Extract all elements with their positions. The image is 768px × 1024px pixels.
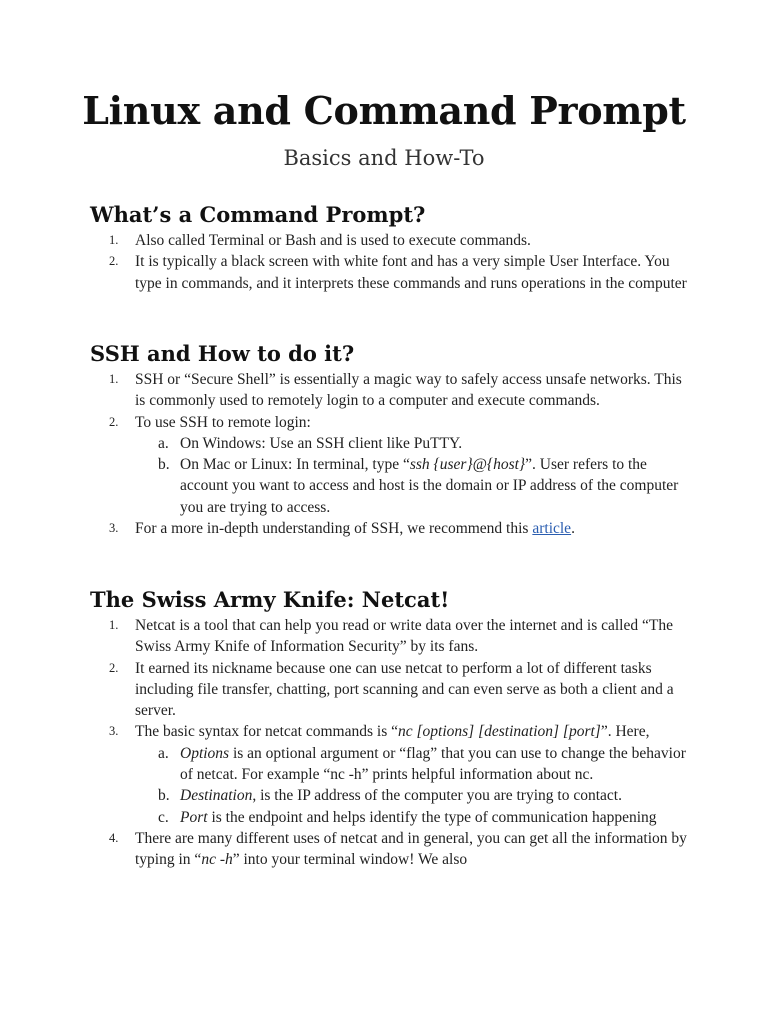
page-title: Linux and Command Prompt: [82, 88, 686, 133]
list-item: [90, 828, 690, 871]
list-item-text: SSH or “Secure Shell” is essentially a magic way to safely access unsafe networks. This is commonly used to remotely login to a computer and execute commands.: [135, 371, 682, 410]
list-item-text: Netcat is a tool that can help you read or write data over the internet and is called “The Swiss Army Knife of Information Security” by its fans.: [135, 617, 673, 656]
sub-list-text-pre: On Mac or Linux: In terminal, type “: [180, 456, 410, 474]
article-link[interactable]: article: [532, 520, 572, 538]
list-item-text-post: ” into your terminal window! We also: [232, 851, 468, 869]
list-item-text: Also called Terminal or Bash and is used to execute commands.: [135, 232, 531, 249]
sub-list: [135, 433, 690, 518]
sub-list-letter: a.: [158, 434, 169, 452]
port-term: Port: [180, 808, 208, 826]
list-item-text: It is typically a black screen with white font and has a very simple User Interface. You type in commands, and it interprets these commands and runs operations in the computer: [135, 253, 687, 292]
list-item: [90, 518, 690, 539]
section-heading: The Swiss Army Knife: Netcat!: [90, 587, 450, 612]
list-item-text: It earned its nickname because one can use netcat to perform a lot of different tasks including file transfer, chatting, port scanning and can even serve as both a client and a server.: [135, 659, 674, 720]
list-number: 1.: [109, 372, 119, 386]
list-number: 1.: [109, 618, 119, 632]
numbered-list: [90, 615, 690, 871]
list-number: 1.: [109, 233, 119, 247]
numbered-list: [90, 369, 690, 539]
nc-help-command-text: nc -h: [201, 851, 233, 869]
sub-list-text: On Windows: Use an SSH client like PuTTY.: [180, 434, 463, 452]
list-number: 2.: [109, 414, 119, 429]
ssh-command-text: ssh {user}@{host}: [409, 456, 526, 474]
list-item: [90, 412, 690, 518]
list-item-text-pre: For a more in-depth understanding of SSH, we recommend this: [135, 520, 533, 538]
page-subtitle: Basics and How-To: [283, 146, 485, 170]
section-command-prompt: [90, 202, 690, 294]
sub-list-letter: b.: [158, 456, 170, 474]
sub-list-text: is an optional argument or “flag” that you can use to change the behavior of netcat. For example “nc -h” prints helpful information about nc.: [180, 744, 686, 784]
list-item-text-post: ”. Here,: [600, 723, 650, 741]
section-netcat: [90, 587, 690, 871]
list-item-text-pre: There are many different uses of netcat and in general, you can get all the information by typing in “: [135, 829, 687, 869]
sub-list-item: [135, 743, 690, 786]
sub-list-text: is the endpoint and helps identify the type of communication happening: [207, 808, 657, 826]
sub-list-text-post: ”. User refers to the account you want to access and host is the domain or IP address of the computer you are trying to access.: [180, 456, 679, 516]
list-item: [90, 721, 690, 827]
sub-list-item: [135, 454, 690, 518]
list-item-text-pre: The basic syntax for netcat commands is “: [135, 723, 398, 741]
sub-list-item: [135, 785, 690, 806]
section-heading: SSH and How to do it?: [90, 341, 355, 366]
sub-list-text: , is the IP address of the computer you are trying to contact.: [252, 787, 622, 805]
sub-list-item: [135, 433, 690, 454]
list-number: 3.: [109, 724, 119, 739]
destination-term: Destination: [180, 787, 253, 805]
list-number: 4.: [109, 830, 119, 845]
sub-list-letter: a.: [158, 744, 169, 762]
list-item-text: To use SSH to remote login:: [135, 413, 311, 431]
list-item-text-post: .: [571, 520, 575, 538]
sub-list-letter: c.: [158, 808, 169, 826]
sub-list-item: [135, 807, 690, 828]
list-item: [90, 369, 690, 412]
list-number: 2.: [109, 254, 119, 269]
list-number: 3.: [109, 521, 119, 536]
section-heading: What’s a Command Prompt?: [90, 202, 426, 227]
list-item: [90, 615, 690, 658]
list-item: [90, 251, 690, 294]
sub-list-letter: b.: [158, 787, 170, 805]
options-term: Options: [180, 744, 230, 762]
numbered-list: [90, 230, 690, 294]
sub-list: [135, 743, 690, 828]
netcat-syntax-text: nc [options] [destination] [port]: [398, 723, 601, 741]
list-number: 2.: [109, 660, 119, 675]
section-ssh: [90, 341, 690, 539]
list-item: [90, 230, 690, 251]
list-item: [90, 658, 690, 722]
